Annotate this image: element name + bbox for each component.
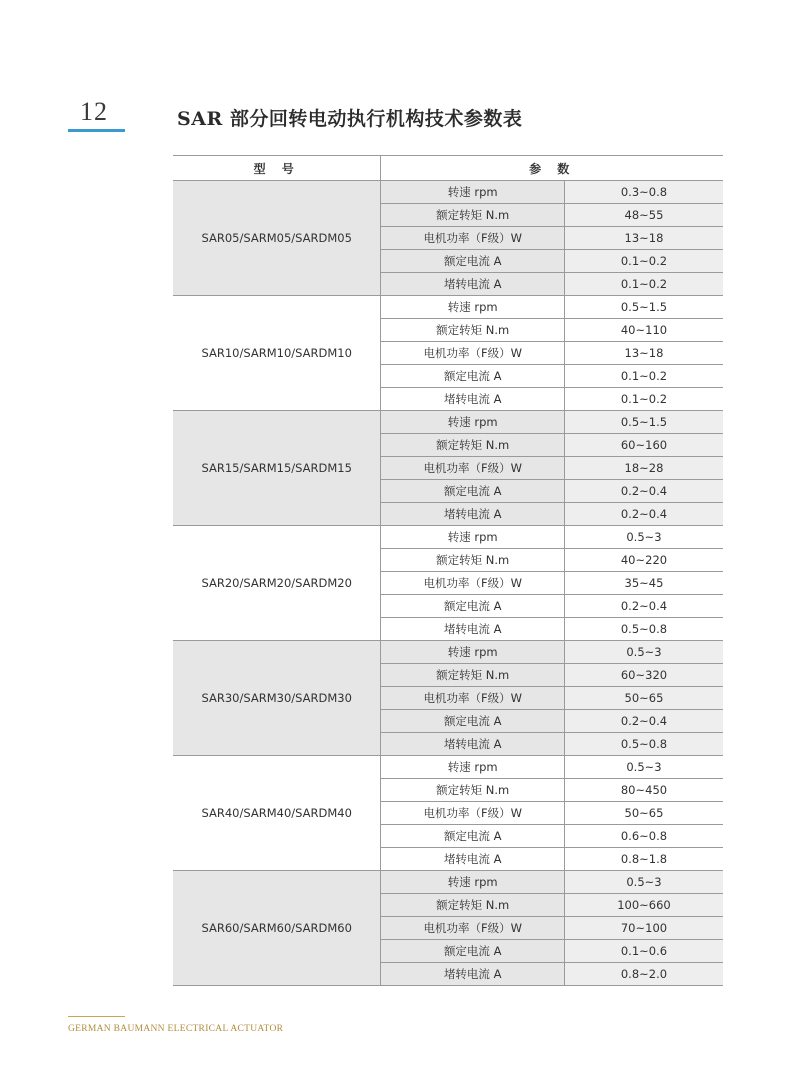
- param-cell: 电机功率（F级）W: [381, 572, 565, 595]
- model-cell: SAR05/SARM05/SARDM05: [173, 181, 381, 296]
- value-cell: 0.5~3: [564, 756, 723, 779]
- value-cell: 18~28: [564, 457, 723, 480]
- page-number-underline: [68, 129, 125, 132]
- value-cell: 0.2~0.4: [564, 595, 723, 618]
- value-cell: 40~220: [564, 549, 723, 572]
- value-cell: 0.3~0.8: [564, 181, 723, 204]
- value-cell: 70~100: [564, 917, 723, 940]
- param-cell: 堵转电流 A: [381, 733, 565, 756]
- header-model: 型 号: [173, 156, 381, 181]
- param-cell: 额定转矩 N.m: [381, 434, 565, 457]
- param-cell: 电机功率（F级）W: [381, 342, 565, 365]
- param-cell: 堵转电流 A: [381, 388, 565, 411]
- value-cell: 0.1~0.6: [564, 940, 723, 963]
- value-cell: 0.5~3: [564, 871, 723, 894]
- value-cell: 0.5~0.8: [564, 618, 723, 641]
- page-number: 12: [80, 97, 108, 126]
- value-cell: 0.1~0.2: [564, 365, 723, 388]
- param-cell: 电机功率（F级）W: [381, 227, 565, 250]
- value-cell: 40~110: [564, 319, 723, 342]
- value-cell: 48~55: [564, 204, 723, 227]
- param-cell: 转速 rpm: [381, 181, 565, 204]
- value-cell: 60~320: [564, 664, 723, 687]
- param-cell: 额定转矩 N.m: [381, 319, 565, 342]
- table-row: [173, 411, 723, 434]
- table-row: [173, 871, 723, 894]
- table-header-row: [173, 156, 723, 181]
- param-cell: 转速 rpm: [381, 756, 565, 779]
- param-cell: 电机功率（F级）W: [381, 802, 565, 825]
- param-cell: 额定转矩 N.m: [381, 549, 565, 572]
- model-group: [173, 871, 723, 986]
- table-row: [173, 181, 723, 204]
- model-cell: SAR15/SARM15/SARDM15: [173, 411, 381, 526]
- param-cell: 堵转电流 A: [381, 503, 565, 526]
- param-cell: 转速 rpm: [381, 641, 565, 664]
- param-cell: 额定电流 A: [381, 480, 565, 503]
- model-group: [173, 526, 723, 641]
- value-cell: 50~65: [564, 687, 723, 710]
- value-cell: 0.2~0.4: [564, 710, 723, 733]
- model-group: [173, 296, 723, 411]
- table-row: [173, 641, 723, 664]
- param-cell: 堵转电流 A: [381, 848, 565, 871]
- model-cell: SAR10/SARM10/SARDM10: [173, 296, 381, 411]
- param-cell: 电机功率（F级）W: [381, 917, 565, 940]
- value-cell: 0.1~0.2: [564, 388, 723, 411]
- value-cell: 0.5~0.8: [564, 733, 723, 756]
- value-cell: 0.1~0.2: [564, 273, 723, 296]
- value-cell: 60~160: [564, 434, 723, 457]
- value-cell: 0.2~0.4: [564, 480, 723, 503]
- param-cell: 转速 rpm: [381, 411, 565, 434]
- param-cell: 电机功率（F级）W: [381, 457, 565, 480]
- value-cell: 35~45: [564, 572, 723, 595]
- value-cell: 0.5~1.5: [564, 296, 723, 319]
- param-cell: 额定转矩 N.m: [381, 664, 565, 687]
- model-group: [173, 181, 723, 296]
- value-cell: 0.8~2.0: [564, 963, 723, 986]
- value-cell: 0.5~1.5: [564, 411, 723, 434]
- footer-brand-text: GERMAN BAUMANN ELECTRICAL ACTUATOR: [68, 1024, 284, 1034]
- model-cell: SAR30/SARM30/SARDM30: [173, 641, 381, 756]
- param-cell: 堵转电流 A: [381, 618, 565, 641]
- table-row: [173, 756, 723, 779]
- param-cell: 额定电流 A: [381, 940, 565, 963]
- model-group: [173, 641, 723, 756]
- value-cell: 0.5~3: [564, 526, 723, 549]
- value-cell: 13~18: [564, 342, 723, 365]
- model-cell: SAR60/SARM60/SARDM60: [173, 871, 381, 986]
- spec-table: [173, 155, 723, 986]
- param-cell: 额定电流 A: [381, 250, 565, 273]
- table-row: [173, 526, 723, 549]
- param-cell: 转速 rpm: [381, 871, 565, 894]
- param-cell: 转速 rpm: [381, 526, 565, 549]
- value-cell: 0.6~0.8: [564, 825, 723, 848]
- param-cell: 额定转矩 N.m: [381, 779, 565, 802]
- value-cell: 100~660: [564, 894, 723, 917]
- param-cell: 额定电流 A: [381, 365, 565, 388]
- model-group: [173, 756, 723, 871]
- param-cell: 额定电流 A: [381, 710, 565, 733]
- value-cell: 80~450: [564, 779, 723, 802]
- param-cell: 额定转矩 N.m: [381, 894, 565, 917]
- model-cell: SAR40/SARM40/SARDM40: [173, 756, 381, 871]
- param-cell: 转速 rpm: [381, 296, 565, 319]
- param-cell: 堵转电流 A: [381, 963, 565, 986]
- param-cell: 电机功率（F级）W: [381, 687, 565, 710]
- value-cell: 0.2~0.4: [564, 503, 723, 526]
- param-cell: 额定电流 A: [381, 595, 565, 618]
- header-params: 参 数: [381, 156, 723, 181]
- param-cell: 额定转矩 N.m: [381, 204, 565, 227]
- value-cell: 0.1~0.2: [564, 250, 723, 273]
- param-cell: 额定电流 A: [381, 825, 565, 848]
- model-group: [173, 411, 723, 526]
- footer-rule: [68, 1016, 125, 1017]
- param-cell: 堵转电流 A: [381, 273, 565, 296]
- table-row: [173, 296, 723, 319]
- page-title: SAR 部分回转电动执行机构技术参数表: [177, 108, 523, 130]
- value-cell: 50~65: [564, 802, 723, 825]
- model-cell: SAR20/SARM20/SARDM20: [173, 526, 381, 641]
- value-cell: 13~18: [564, 227, 723, 250]
- value-cell: 0.5~3: [564, 641, 723, 664]
- value-cell: 0.8~1.8: [564, 848, 723, 871]
